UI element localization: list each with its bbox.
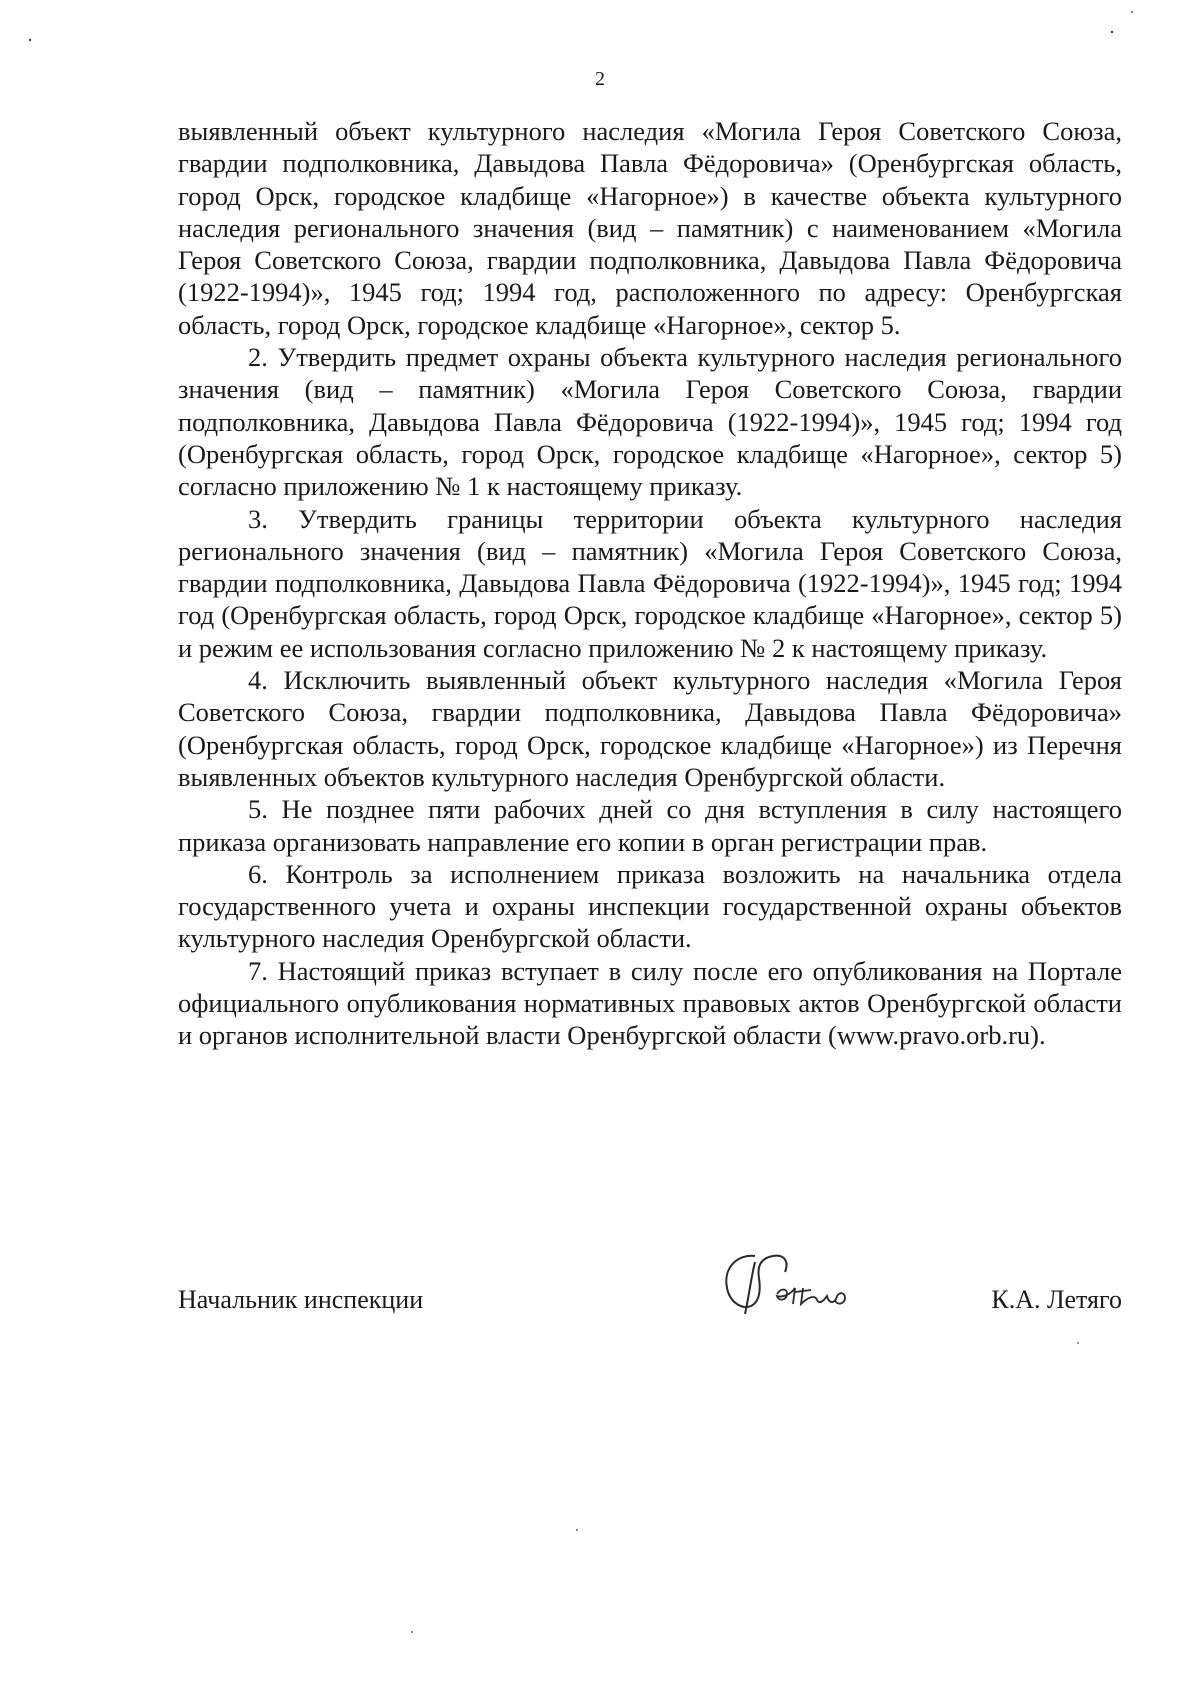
document-body <box>178 115 1122 1052</box>
handwritten-signature <box>715 1248 875 1328</box>
paragraph-item-6: 6. Контроль за исполнением приказа возложить на начальника отдела государственного учета и охраны инспекции государственной охраны объектов культурного наследия Оренбургской области. <box>178 858 1122 954</box>
paragraph-item-2: 2. Утвердить предмет охраны объекта культурного наследия регионального значения (вид – памятник) «Могила Героя Советского Союза, гвардии подполковника, Давыдова Павла Фёдоровича (1922-1994)», 1945 год; 1994 год (Оренбургская область, город Орск, городское кладбище «Нагорное», сектор 5) согласно приложению № 1 к настоящему приказу. <box>178 342 1122 502</box>
signatory-title: Начальник инспекции <box>178 1285 424 1314</box>
paragraph-item-3: 3. Утвердить границы территории объекта культурного наследия регионального значения (вид – памятник) «Могила Героя Советского Союза, гвардии подполковника, Давыдова Павла Фёдоровича (1922-1994)», 1945 год; 1994 год (Оренбургская область, город Орск, городское кладбище «Нагорное», сектор 5) и режим ее использования согласно приложению № 2 к настоящему приказу. <box>178 503 1122 663</box>
signatory-name: К.А. Летяго <box>991 1285 1122 1314</box>
paragraph-1-continuation: выявленный объект культурного наследия «Могила Героя Советского Союза, гвардии подполковника, Давыдова Павла Фёдоровича» (Оренбургская область, город Орск, городское кладбище «Нагорное») в качестве объекта культурного наследия регионального значения (вид – памятник) с наименованием «Могила Героя Советского Союза, гвардии подполковника, Давыдова Павла Фёдоровича (1922-1994)», 1945 год; 1994 год, расположенного по адресу: Оренбургская область, город Орск, городское кладбище «Нагорное», сектор 5. <box>178 116 1122 340</box>
page-number: 2 <box>595 68 605 90</box>
paragraph-item-5: 5. Не позднее пяти рабочих дней со дня вступления в силу настоящего приказа организовать направление его копии в орган регистрации прав. <box>178 794 1122 857</box>
paragraph-item-4: 4. Исключить выявленный объект культурного наследия «Могила Героя Советского Союза, гвардии подполковника, Давыдова Павла Фёдоровича» (Оренбургская область, город Орск, городское кладбище «Нагорное») из Перечня выявленных объектов культурного наследия Оренбургской области. <box>178 665 1122 792</box>
paragraph-item-7: 7. Настоящий приказ вступает в силу после его опубликования на Портале официального опубликования нормативных правовых актов Оренбургской области и органов исполнительной власти Оренбургской области (www.pravo.orb.ru). <box>178 955 1122 1051</box>
